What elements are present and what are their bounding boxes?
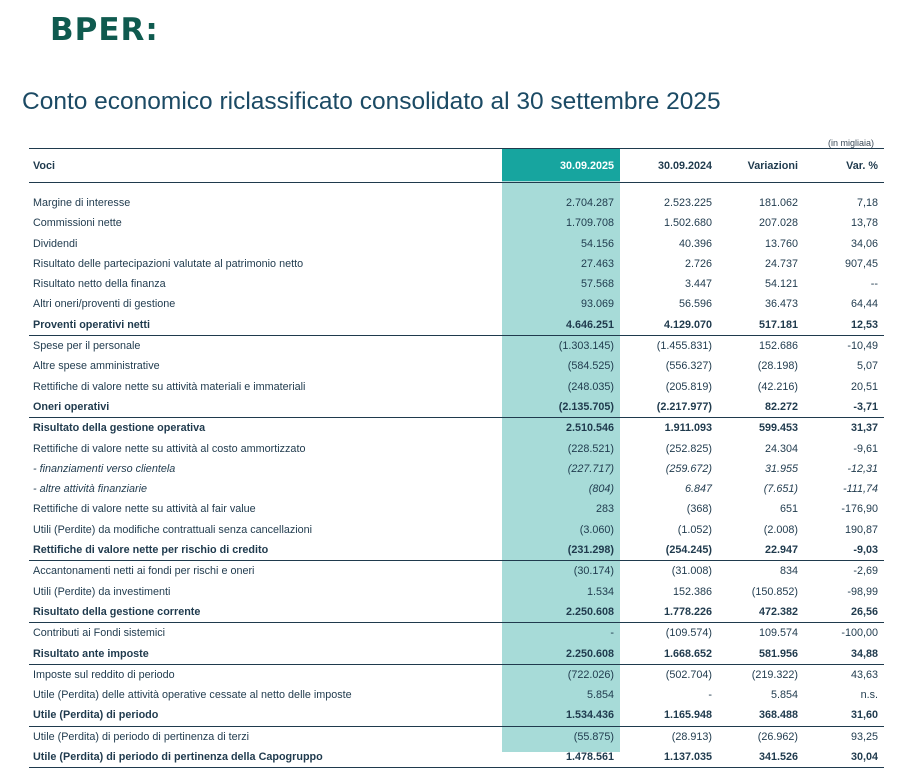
cell-30-09-2024: 4.129.070 <box>663 318 712 331</box>
header-30-09-2024: 30.09.2024 <box>620 149 718 183</box>
table-row <box>29 582 884 602</box>
cell-30-09-2024: 1.165.948 <box>663 709 712 722</box>
row-label: Risultato della gestione operativa <box>29 418 502 439</box>
row-label: Altri oneri/proventi di gestione <box>33 298 176 311</box>
cell-variazioni: (2.008) <box>763 523 798 536</box>
row-label: Rettifiche di valore nette su attività materiali e immateriali <box>33 380 306 393</box>
table-row <box>29 418 884 439</box>
spacer-row <box>29 183 884 194</box>
cell-variazioni: 5.854 <box>770 689 798 702</box>
table-row <box>29 747 884 768</box>
cell-var-pct: -2,69 <box>804 561 884 582</box>
cell-30-09-2024: 1.668.652 <box>663 647 712 660</box>
table-row <box>29 644 884 665</box>
row-label: Dividendi <box>33 237 78 250</box>
header-30-09-2025: 30.09.2025 <box>502 149 620 183</box>
cell-var-pct: -9,61 <box>853 442 878 455</box>
cell-30-09-2025: (231.298) <box>567 544 614 557</box>
cell-30-09-2025: (55.875) <box>502 726 620 747</box>
cell-30-09-2025: 2.510.546 <box>502 418 620 439</box>
cell-var-pct: 93,25 <box>804 726 884 747</box>
unit-note: (in migliaia) <box>828 138 875 148</box>
cell-variazioni: (28.198) <box>757 360 798 373</box>
row-label: Risultato netto della finanza <box>33 278 166 291</box>
cell-var-pct: -10,49 <box>804 336 884 357</box>
cell-30-09-2024: (556.327) <box>665 360 712 373</box>
cell-30-09-2024: 6.847 <box>684 483 712 496</box>
table-row <box>29 459 884 479</box>
bper-logo: BPER: <box>50 12 159 48</box>
cell-variazioni: 472.382 <box>758 605 798 618</box>
cell-30-09-2025: (804) <box>588 483 614 496</box>
cell-variazioni: (219.322) <box>718 664 804 685</box>
table-row <box>29 377 884 397</box>
table-row <box>29 213 884 233</box>
cell-variazioni: 24.737 <box>764 257 798 270</box>
cell-30-09-2024: (259.672) <box>665 462 712 475</box>
cell-var-pct: 5,07 <box>856 360 878 373</box>
row-label: Utili (Perdite) da modifiche contrattuali senza cancellazioni <box>33 523 313 536</box>
cell-var-pct: 43,63 <box>804 664 884 685</box>
cell-var-pct: 7,18 <box>856 197 878 209</box>
table-row <box>29 336 884 357</box>
cell-var-pct: -3,71 <box>853 400 878 413</box>
cell-30-09-2024: 1.778.226 <box>663 605 712 618</box>
table-row <box>29 685 884 705</box>
cell-var-pct: 30,04 <box>804 747 884 768</box>
cell-30-09-2024: (28.913) <box>620 726 718 747</box>
cell-30-09-2025: - <box>502 623 620 644</box>
cell-30-09-2025: 2.250.608 <box>565 647 614 660</box>
cell-30-09-2024: 56.596 <box>678 298 712 311</box>
cell-variazioni: 24.304 <box>764 442 798 455</box>
cell-30-09-2025: 1.709.708 <box>565 217 614 230</box>
cell-30-09-2024: 1.137.035 <box>620 747 718 768</box>
cell-variazioni: (150.852) <box>751 585 798 598</box>
cell-var-pct: 26,56 <box>850 605 878 618</box>
cell-30-09-2025: (248.035) <box>567 380 614 393</box>
cell-variazioni: 54.121 <box>764 278 798 291</box>
row-label: Risultato delle partecipazioni valutate al patrimonio netto <box>33 257 304 270</box>
cell-30-09-2025: 1.478.561 <box>502 747 620 768</box>
cell-var-pct: 20,51 <box>850 380 878 393</box>
table-row <box>29 726 884 747</box>
cell-var-pct: 34,88 <box>850 647 878 660</box>
cell-30-09-2024: (1.455.831) <box>620 336 718 357</box>
table-row <box>29 356 884 376</box>
cell-30-09-2024: (254.245) <box>665 544 712 557</box>
cell-30-09-2024: 40.396 <box>678 237 712 250</box>
cell-30-09-2025: (3.060) <box>579 523 614 536</box>
row-label: Rettifiche di valore nette su attività al costo ammortizzato <box>33 442 306 455</box>
cell-30-09-2025: 54.156 <box>580 237 614 250</box>
table-row <box>29 540 884 561</box>
table-row <box>29 561 884 582</box>
cell-variazioni: (7.651) <box>763 483 798 496</box>
cell-30-09-2025: 2.704.287 <box>565 197 614 209</box>
cell-30-09-2025: (584.525) <box>567 360 614 373</box>
table-row <box>29 479 884 499</box>
cell-30-09-2024: 1.911.093 <box>620 418 718 439</box>
cell-30-09-2025: (1.303.145) <box>502 336 620 357</box>
row-label: Commissioni nette <box>33 217 122 230</box>
table-row <box>29 520 884 540</box>
table-row <box>29 602 884 623</box>
cell-30-09-2024: 152.386 <box>672 585 712 598</box>
cell-variazioni: 599.453 <box>718 418 804 439</box>
table-row <box>29 315 884 336</box>
cell-var-pct: -12,31 <box>847 462 878 475</box>
cell-variazioni: 517.181 <box>758 318 798 331</box>
cell-30-09-2025: 93.069 <box>580 298 614 311</box>
cell-30-09-2024: (31.008) <box>620 561 718 582</box>
cell-30-09-2025: 27.463 <box>580 257 614 270</box>
cell-var-pct: 64,44 <box>850 298 878 311</box>
table-header-row <box>29 149 884 183</box>
row-label: Contributi ai Fondi sistemici <box>29 623 502 644</box>
row-label: Spese per il personale <box>29 336 502 357</box>
cell-variazioni: 834 <box>718 561 804 582</box>
page-title: Conto economico riclassificato consolidato al 30 settembre 2025 <box>22 88 721 116</box>
cell-30-09-2025: (30.174) <box>502 561 620 582</box>
cell-var-pct: 907,45 <box>844 257 878 270</box>
cell-var-pct: 31,37 <box>804 418 884 439</box>
cell-30-09-2024: 1.502.680 <box>663 217 712 230</box>
cell-var-pct: -176,90 <box>841 503 878 516</box>
cell-var-pct: n.s. <box>860 689 878 702</box>
row-label: Rettifiche di valore nette per rischio di credito <box>33 544 269 557</box>
row-label: - altre attività finanziarie <box>33 483 148 496</box>
cell-var-pct: -98,99 <box>847 585 878 598</box>
cell-30-09-2024: 2.523.225 <box>663 197 712 209</box>
cell-variazioni: (42.216) <box>757 380 798 393</box>
row-label: Imposte sul reddito di periodo <box>29 664 502 685</box>
table-row <box>29 705 884 726</box>
cell-30-09-2024: - <box>708 689 712 702</box>
cell-30-09-2025: 57.568 <box>580 278 614 291</box>
cell-30-09-2025: 1.534.436 <box>565 709 614 722</box>
row-label: Risultato ante imposte <box>33 647 149 660</box>
cell-30-09-2025: 283 <box>595 503 614 516</box>
cell-30-09-2025: (722.026) <box>502 664 620 685</box>
cell-30-09-2024: (368) <box>686 503 712 516</box>
cell-30-09-2024: (1.052) <box>677 523 712 536</box>
table-row <box>29 499 884 519</box>
cell-variazioni: 22.947 <box>764 544 798 557</box>
row-label: Risultato della gestione corrente <box>33 605 201 618</box>
header-var-pct: Var. % <box>804 149 884 183</box>
cell-variazioni: 368.488 <box>758 709 798 722</box>
cell-variazioni: 581.956 <box>758 647 798 660</box>
cell-var-pct: -111,74 <box>842 483 878 496</box>
cell-var-pct: -9,03 <box>853 544 878 557</box>
cell-30-09-2024: 3.447 <box>684 278 712 291</box>
cell-30-09-2024: (2.217.977) <box>656 400 712 413</box>
cell-var-pct: -100,00 <box>804 623 884 644</box>
row-label: Altre spese amministrative <box>33 360 160 373</box>
cell-30-09-2024: (252.825) <box>665 442 712 455</box>
cell-variazioni: (26.962) <box>718 726 804 747</box>
cell-30-09-2025: (227.717) <box>567 462 614 475</box>
row-label: Proventi operativi netti <box>33 318 150 331</box>
cell-variazioni: 181.062 <box>758 197 798 209</box>
table-row <box>29 274 884 294</box>
income-statement-table <box>29 148 884 768</box>
table-row <box>29 234 884 254</box>
cell-30-09-2024: (502.704) <box>620 664 718 685</box>
cell-var-pct: 190,87 <box>844 523 878 536</box>
cell-30-09-2025: 2.250.608 <box>565 605 614 618</box>
table-row <box>29 294 884 314</box>
cell-variazioni: 651 <box>779 503 798 516</box>
cell-30-09-2024: 2.726 <box>684 257 712 270</box>
cell-30-09-2025: 5.854 <box>586 689 614 702</box>
cell-variazioni: 36.473 <box>764 298 798 311</box>
row-label: Utili (Perdite) da investimenti <box>33 585 171 598</box>
row-label: - finanziamenti verso clientela <box>33 462 176 475</box>
cell-variazioni: 109.574 <box>718 623 804 644</box>
cell-30-09-2025: (228.521) <box>567 442 614 455</box>
cell-var-pct: 31,60 <box>850 709 878 722</box>
table-row <box>29 623 884 644</box>
cell-variazioni: 207.028 <box>758 217 798 230</box>
cell-variazioni: 152.686 <box>718 336 804 357</box>
cell-variazioni: 341.526 <box>718 747 804 768</box>
cell-variazioni: 13.760 <box>764 237 798 250</box>
table-row <box>29 397 884 418</box>
cell-30-09-2025: 1.534 <box>586 585 614 598</box>
cell-var-pct: 12,53 <box>850 318 878 331</box>
cell-variazioni: 82.272 <box>764 400 798 413</box>
cell-var-pct: 13,78 <box>850 217 878 230</box>
table-row <box>29 664 884 685</box>
cell-30-09-2024: (109.574) <box>620 623 718 644</box>
cell-30-09-2024: (205.819) <box>665 380 712 393</box>
cell-var-pct: -- <box>870 278 878 291</box>
table-row <box>29 254 884 274</box>
cell-var-pct: 34,06 <box>850 237 878 250</box>
row-label: Utile (Perdita) di periodo <box>33 709 159 722</box>
row-label: Oneri operativi <box>33 400 110 413</box>
header-voci: Voci <box>29 149 502 183</box>
header-variazioni: Variazioni <box>718 149 804 183</box>
row-label: Margine di interesse <box>33 197 131 209</box>
row-label: Utile (Perdita) di periodo di pertinenza di terzi <box>29 726 502 747</box>
cell-30-09-2025: 4.646.251 <box>565 318 614 331</box>
row-label: Accantonamenti netti ai fondi per rischi e oneri <box>29 561 502 582</box>
row-label: Utile (Perdita) di periodo di pertinenza della Capogruppo <box>29 747 502 768</box>
row-label: Utile (Perdita) delle attività operative cessate al netto delle imposte <box>33 689 352 702</box>
table-row <box>29 439 884 459</box>
cell-30-09-2025: (2.135.705) <box>558 400 614 413</box>
row-label: Rettifiche di valore nette su attività al fair value <box>33 503 256 516</box>
cell-variazioni: 31.955 <box>764 462 798 475</box>
table-row <box>29 193 884 213</box>
